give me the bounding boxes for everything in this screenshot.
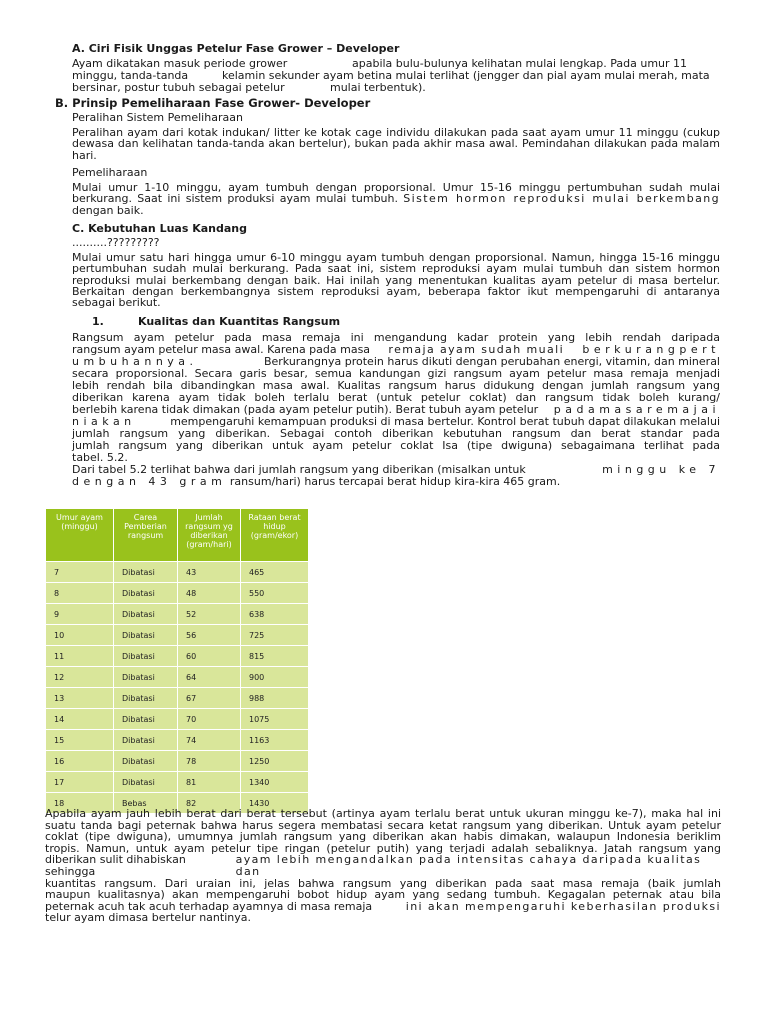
section-a-line3b: mulai terbentuk). bbox=[330, 81, 426, 94]
section-c-paragraph: Mulai umur satu hari hingga umur 6-10 minggu ayam tumbuh dengan proporsional. Namun, hingga 15-16 minggu pertumbuhan sudah mulai berkurang. Pada saat ini, sistem reproduksi ayam mulai tumbuh dan sistem hormon reproduksi mulai berkembang dengan baik. Hai inilah yang menentukan kualitas ayam petelur di masa bertelur. Berkaitan dengan berkembangnya sistem reproduksi ayam, beberapa faktor ikut mempengaruhi di antaranya sebagai berikut. bbox=[72, 251, 720, 310]
section-a-heading: A. Ciri Fisik Unggas Petelur Fase Grower – Developer bbox=[72, 42, 400, 55]
cell-berat: 1075 bbox=[241, 709, 309, 730]
rangsum-line: dengan 43 gram ransum/hari) harus tercapai berat hidup kira-kira 465 gram. bbox=[72, 475, 561, 488]
cell-umur: 9 bbox=[46, 604, 114, 625]
cell-umur: 10 bbox=[46, 625, 114, 646]
cell-umur: 16 bbox=[46, 751, 114, 772]
rangsum-line: diberikan karena ayam tidak boleh terlalu berat (untuk petelur coklat) dan rangsum tidak boleh kurang/ bbox=[72, 391, 720, 404]
cell-cara: Dibatasi bbox=[114, 667, 178, 688]
closing-line: telur ayam dimasa bertelur nantinya. bbox=[45, 911, 251, 925]
header-jumlah-rangsum: Jumlah rangsum yg diberikan (gram/hari) bbox=[178, 509, 241, 562]
cell-berat: 815 bbox=[241, 646, 309, 667]
cell-umur: 7 bbox=[46, 562, 114, 583]
cell-cara: Dibatasi bbox=[114, 646, 178, 667]
rangsum-line: umbuhannya. Berkurangnya protein harus dikuti dengan perubahan energi, vitamin, dan mineral bbox=[72, 355, 720, 368]
cell-jumlah: 78 bbox=[178, 751, 241, 772]
header-rataan-berat: Rataan berat hidup (gram/ekor) bbox=[241, 509, 309, 562]
cell-jumlah: 82 bbox=[178, 793, 241, 814]
table-row bbox=[46, 751, 309, 772]
section-a-line2a: minggu, tanda-tanda bbox=[72, 69, 189, 82]
cell-berat: 1250 bbox=[241, 751, 309, 772]
rangsum-line: rangsum ayam petelur masa awal. Karena pada masa remaja ayam sudah muali berkurangpert bbox=[72, 343, 720, 356]
cell-cara: Dibatasi bbox=[114, 583, 178, 604]
cell-berat: 638 bbox=[241, 604, 309, 625]
table-row bbox=[46, 625, 309, 646]
section-a-line1b: apabila bulu-bulunya kelihatan mulai lengkap. Pada umur 11 bbox=[352, 57, 688, 70]
table-row bbox=[46, 646, 309, 667]
cell-cara: Dibatasi bbox=[114, 688, 178, 709]
cell-jumlah: 70 bbox=[178, 709, 241, 730]
closing-line: tropis. Namun, untuk ayam petelur tipe ringan (petelur putih) yang terjadi adalah sebaliknya. Jatah rangsum yang bbox=[45, 841, 721, 855]
closing-line: Apabila ayam jauh lebih berat dari berat tersebut (artinya ayam terlalu berat untuk ukuran minggu ke-7), maka hal ini bbox=[45, 807, 721, 820]
section-a-line1a: Ayam dikatakan masuk periode grower bbox=[72, 57, 288, 70]
cell-umur: 11 bbox=[46, 646, 114, 667]
closing-line: diberikan sulit dihabiskan sehingga ayam lebih mengandalkan pada intensitas cahaya daripada kualitas dan bbox=[45, 853, 702, 878]
cell-jumlah: 43 bbox=[178, 562, 241, 583]
cell-berat: 1430 bbox=[241, 793, 309, 814]
section-b-subheading-peralihan: Peralihan Sistem Pemeliharaan bbox=[72, 111, 243, 124]
rangsum-line: jumlah rangsum yang diberikan untuk ayam petelur coklat Isa (tipe dwiguna) sebagaimana terlihat pada bbox=[72, 439, 720, 452]
cell-umur: 13 bbox=[46, 688, 114, 709]
section-b-heading: B. Prinsip Pemeliharaan Fase Grower- Developer bbox=[55, 96, 371, 110]
closing-line: maupun kualitasnya) akan mempengaruhi bobot hidup ayam yang sedang tumbuh. Kegagalan peternak atau bila bbox=[45, 888, 721, 902]
table-row bbox=[46, 604, 309, 625]
table-row bbox=[46, 583, 309, 604]
cell-berat: 900 bbox=[241, 667, 309, 688]
cell-cara: Dibatasi bbox=[114, 730, 178, 751]
cell-cara: Dibatasi bbox=[114, 709, 178, 730]
table-row bbox=[46, 688, 309, 709]
cell-berat: 465 bbox=[241, 562, 309, 583]
table-row bbox=[46, 667, 309, 688]
cell-cara: Dibatasi bbox=[114, 604, 178, 625]
cell-berat: 1163 bbox=[241, 730, 309, 751]
cell-cara: Dibatasi bbox=[114, 625, 178, 646]
cell-umur: 17 bbox=[46, 772, 114, 793]
section-b-paragraph-pemeliharaan: Mulai umur 1-10 minggu, ayam tumbuh dengan proporsional. Umur 15-16 minggu pertumbuhan sudah mulai berkurang. Saat ini sistem produksi ayam mulai tumbuh. Sistem hormon reproduksi mulai berkembang dengan baik. bbox=[72, 181, 720, 217]
rangsum-line: tabel. 5.2. bbox=[72, 451, 128, 464]
table-row bbox=[46, 730, 309, 751]
cell-jumlah: 74 bbox=[178, 730, 241, 751]
table-header-row bbox=[46, 509, 309, 562]
rangsum-line: niakan mempengaruhi kemampuan produksi di masa bertelur. Kontrol berat tubuh dapat dilakukan melalui bbox=[72, 415, 720, 428]
list-item-title: Kualitas dan Kuantitas Rangsum bbox=[138, 315, 341, 328]
cell-umur: 14 bbox=[46, 709, 114, 730]
cell-jumlah: 67 bbox=[178, 688, 241, 709]
cell-umur: 8 bbox=[46, 583, 114, 604]
cell-cara: Dibatasi bbox=[114, 751, 178, 772]
cell-berat: 550 bbox=[241, 583, 309, 604]
section-b-paragraph-peralihan: Peralihan ayam dari kotak indukan/ litter ke kotak cage individu dilakukan pada saat ayam umur 11 minggu (cukup dewasa dan kelihatan tanda-tanda akan bertelur), bukan pada akhir masa awal. Pemindahan dilakukan pada malam hari. bbox=[72, 126, 720, 162]
rangsum-line: lebih rendah bila dibandingkan masa awal. Kualitas rangsum harus didukung dengan jumlah rangsum yang bbox=[72, 379, 720, 392]
closing-line: coklat (tipe dwiguna), umumnya jumlah rangsum yang diberikan akan habis dimakan, walaupun Indonesia beriklim bbox=[45, 830, 721, 844]
rangsum-line: Dari tabel 5.2 terlihat bahwa dari jumlah rangsum yang diberikan (misalkan untuk minggu ke 7 bbox=[72, 463, 720, 476]
rangsum-line: secara proporsional. Secara garis besar, semua kandungan gizi rangsum ayam petelur masa remaja menjadi bbox=[72, 367, 720, 380]
rangsum-line: Rangsum ayam petelur pada masa remaja ini mengandung kadar protein yang lebih rendah daripada bbox=[72, 331, 720, 344]
closing-line: kuantitas rangsum. Dari uraian ini, jelas bahwa rangsum yang diberikan pada saat masa remaja (baik jumlah bbox=[45, 876, 721, 890]
table-row bbox=[46, 772, 309, 793]
cell-umur: 12 bbox=[46, 667, 114, 688]
cell-jumlah: 56 bbox=[178, 625, 241, 646]
list-item-number: 1. bbox=[92, 315, 104, 328]
cell-jumlah: 48 bbox=[178, 583, 241, 604]
cell-jumlah: 60 bbox=[178, 646, 241, 667]
cell-cara: Dibatasi bbox=[114, 772, 178, 793]
section-a-line3a: bersinar, postur tubuh sebagai petelur bbox=[72, 81, 285, 94]
cell-jumlah: 81 bbox=[178, 772, 241, 793]
section-a-line2b: kelamin sekunder ayam betina mulai terlihat (jengger dan pial ayam mulai merah, mata bbox=[222, 69, 710, 82]
header-cara-pemberian: Carea Pemberian rangsum bbox=[114, 509, 178, 562]
rangsum-paragraph bbox=[72, 332, 720, 488]
closing-line: suatu tanda bagi peternak bahwa harus segera membatasi secara ketat rangsum yang diberikan. Untuk ayam petelur bbox=[45, 818, 721, 832]
ration-table bbox=[45, 508, 309, 814]
cell-jumlah: 52 bbox=[178, 604, 241, 625]
closing-paragraph bbox=[45, 808, 721, 924]
closing-line: peternak acuh tak acuh terhadap ayamnya di masa remaja ini akan mempengaruhi keberhasilan produksi bbox=[45, 899, 721, 913]
cell-jumlah: 64 bbox=[178, 667, 241, 688]
cell-cara: Dibatasi bbox=[114, 562, 178, 583]
header-umur: Umur ayam (minggu) bbox=[46, 509, 114, 562]
table-row bbox=[46, 709, 309, 730]
section-b-subheading-pemeliharaan: Pemeliharaan bbox=[72, 166, 148, 179]
table-row bbox=[46, 562, 309, 583]
cell-cara: Bebas bbox=[114, 793, 178, 814]
rangsum-line: jumlah rangsum yang diberikan. Sebagai contoh diberikan kebutuhan rangsum dan berat standar pada bbox=[72, 427, 720, 440]
cell-umur: 15 bbox=[46, 730, 114, 751]
rangsum-line: berlebih karena tidak dimakan (pada ayam petelur putih). Berat tubuh ayam petelur padamasaremajai bbox=[72, 403, 720, 416]
section-c-placeholder-dots: ..........????????? bbox=[72, 236, 160, 249]
cell-berat: 1340 bbox=[241, 772, 309, 793]
cell-berat: 725 bbox=[241, 625, 309, 646]
cell-umur: 18 bbox=[46, 793, 114, 814]
section-c-heading: C. Kebutuhan Luas Kandang bbox=[72, 222, 248, 235]
cell-berat: 988 bbox=[241, 688, 309, 709]
